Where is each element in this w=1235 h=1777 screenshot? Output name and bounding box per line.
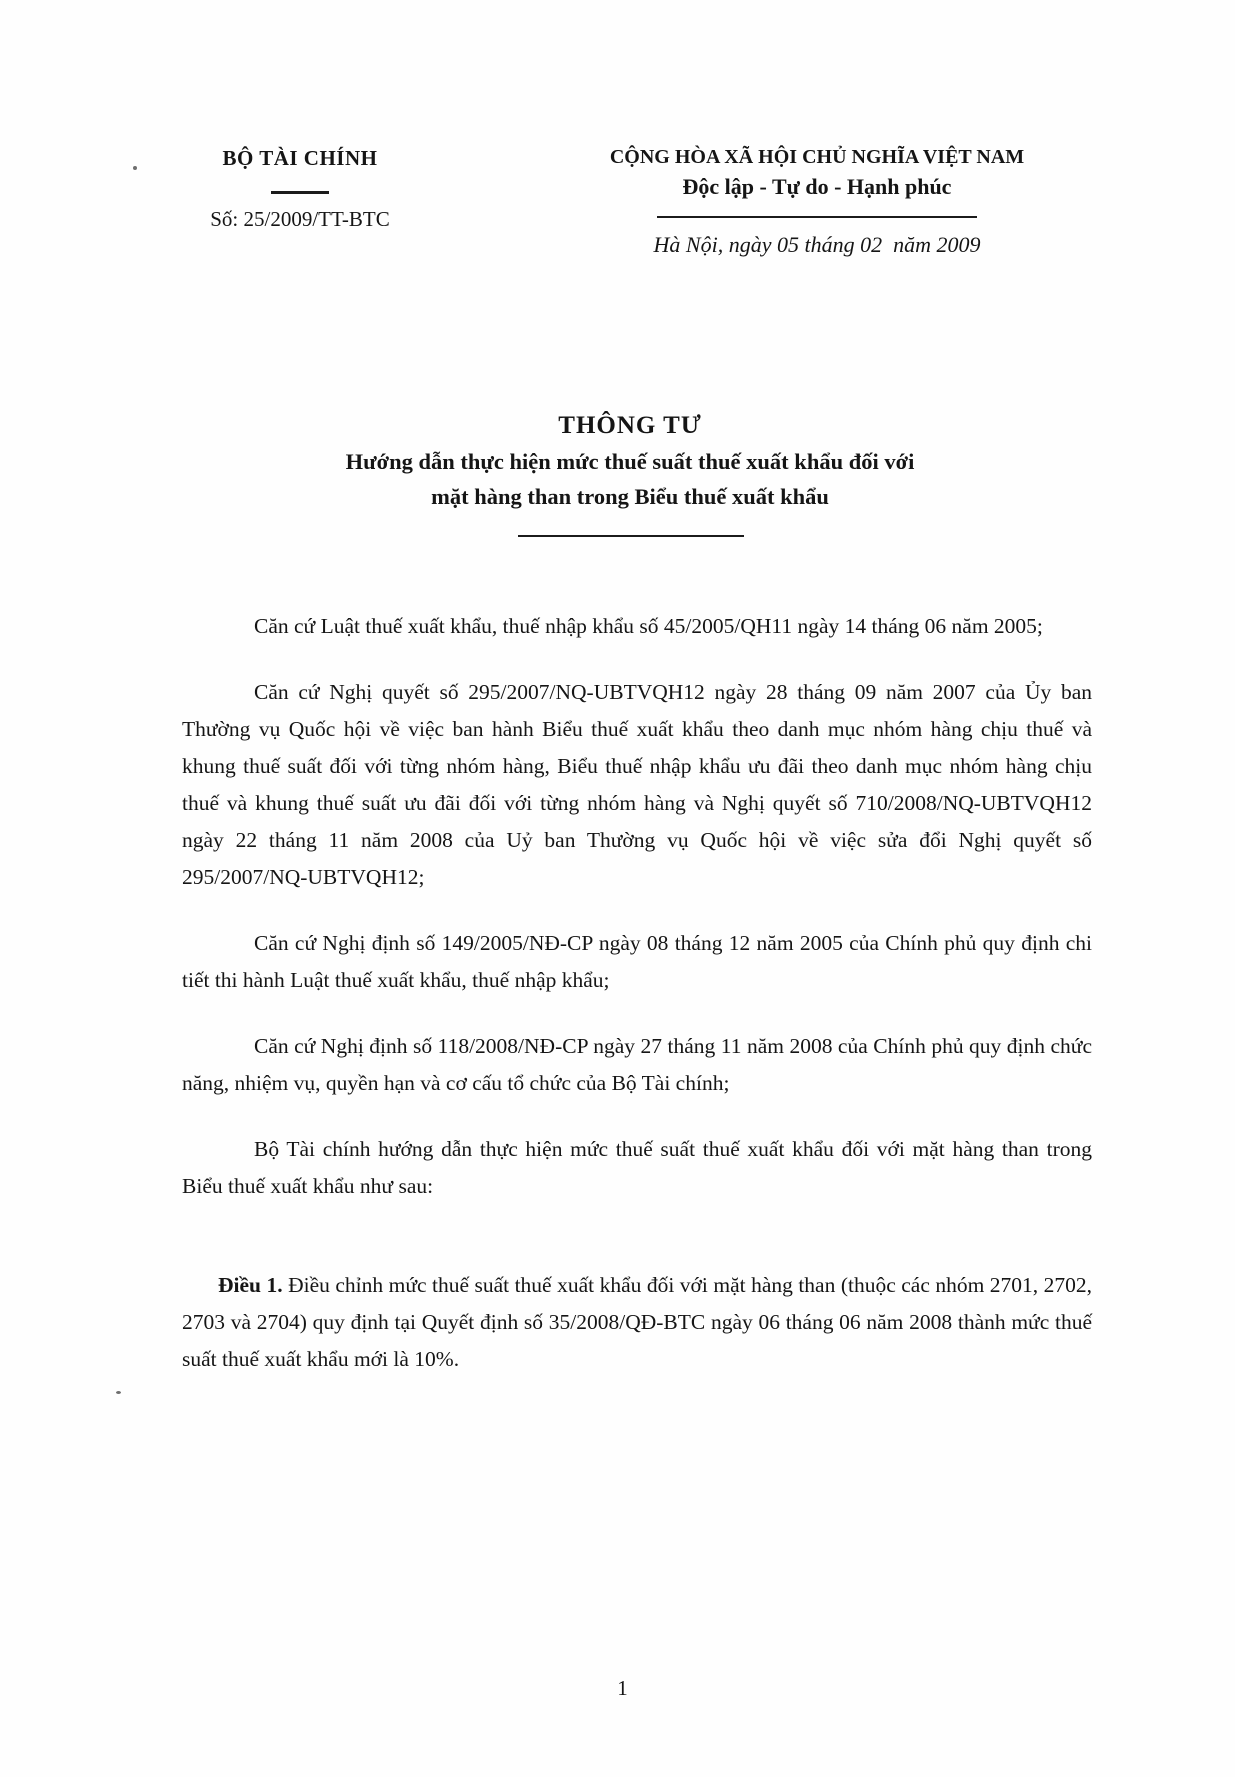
body-paragraph: Căn cứ Nghị quyết số 295/2007/NQ-UBTVQH12 ngày 28 tháng 09 năm 2007 của Ủy ban Thường vụ Quốc hội về việc ban hành Biểu thuế xuất khẩu theo danh mục nhóm hàng chịu thuế và khung thuế suất đối với từng nhóm hàng, Biểu thuế nhập khẩu ưu đãi theo danh mục nhóm hàng chịu thuế và khung thuế suất ưu đãi đối với từng nhóm hàng và Nghị quyết số 710/2008/NQ-UBTVQH12 ngày 22 tháng 11 năm 2008 của Uỷ ban Thường vụ Quốc hội về việc sửa đổi Nghị quyết số 295/2007/NQ-UBTVQH12; [182, 680, 1092, 889]
document-body [182, 608, 1092, 1407]
issuing-org: BỘ TÀI CHÍNH [222, 146, 378, 170]
title-divider [518, 535, 744, 537]
scan-speck [133, 166, 137, 170]
document-subtitle-line1: Hướng dẫn thực hiện mức thuế suất thuế xuất khẩu đối với [345, 449, 915, 474]
national-motto: Độc lập - Tự do - Hạnh phúc [682, 174, 952, 199]
issuing-org-block [190, 146, 410, 232]
scan-speck [116, 1391, 121, 1394]
document-subtitle-line2: mặt hàng than trong Biểu thuế xuất khẩu [431, 484, 829, 509]
document-type-title: THÔNG TƯ [558, 412, 702, 439]
title-block [0, 412, 1235, 514]
country-name: CỘNG HÒA XÃ HỘI CHỦ NGHĨA VIỆT NAM [609, 146, 1025, 168]
body-paragraph: Bộ Tài chính hướng dẫn thực hiện mức thuế suất thuế xuất khẩu đối với mặt hàng than trong Biểu thuế xuất khẩu như sau: [182, 1137, 1092, 1198]
org-divider [271, 191, 329, 194]
dateline: Hà Nội, ngày 05 tháng 02 năm 2009 [653, 232, 981, 257]
body-paragraph: Căn cứ Luật thuế xuất khẩu, thuế nhập khẩu số 45/2005/QH11 ngày 14 tháng 06 năm 2005; [254, 614, 1043, 638]
article-1-label: Điều 1. [218, 1273, 283, 1297]
page-number: 1 [617, 1676, 628, 1700]
national-header-block [562, 146, 1072, 258]
motto-divider [657, 216, 977, 218]
document-number: Số: 25/2009/TT-BTC [210, 207, 390, 231]
body-paragraph: Căn cứ Nghị định số 149/2005/NĐ-CP ngày 08 tháng 12 năm 2005 của Chính phủ quy định chi tiết thi hành Luật thuế xuất khẩu, thuế nhập khẩu; [182, 931, 1092, 992]
document-subtitle [0, 444, 1235, 514]
article-1-text: Điều chỉnh mức thuế suất thuế xuất khẩu đối với mặt hàng than (thuộc các nhóm 2701, 2702, 2703 và 2704) quy định tại Quyết định số 35/2008/QĐ-BTC ngày 06 tháng 06 năm 2008 thành mức thuế suất thuế xuất khẩu mới là 10%. [182, 1273, 1093, 1371]
article-1-paragraph [182, 1267, 1092, 1378]
body-paragraph: Căn cứ Nghị định số 118/2008/NĐ-CP ngày 27 tháng 11 năm 2008 của Chính phủ quy định chức năng, nhiệm vụ, quyền hạn và cơ cấu tổ chức của Bộ Tài chính; [182, 1034, 1092, 1095]
